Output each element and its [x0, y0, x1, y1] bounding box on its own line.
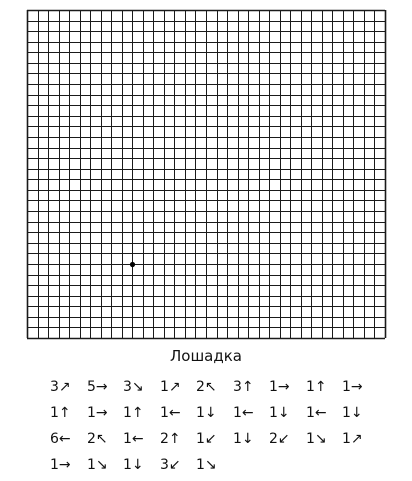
instruction-step [233, 377, 254, 397]
instruction-step [306, 377, 327, 397]
direction-arrow-icon: → [277, 379, 290, 395]
instruction-step [160, 403, 181, 423]
step-count: 1 [160, 405, 169, 421]
instruction-step [50, 429, 71, 449]
step-count: 1 [342, 379, 351, 395]
instruction-step [160, 429, 181, 449]
step-count: 1 [196, 431, 205, 447]
direction-arrow-icon: ↑ [58, 405, 71, 421]
direction-arrow-icon: ↗ [168, 379, 181, 395]
direction-arrow-icon: ↓ [350, 405, 363, 421]
puzzle-title: Лошадка [170, 347, 242, 365]
step-count: 1 [87, 457, 96, 473]
instruction-step [50, 403, 71, 423]
direction-arrow-icon: ↑ [131, 405, 144, 421]
step-count: 1 [123, 431, 132, 447]
step-count: 1 [233, 431, 242, 447]
instruction-step [123, 429, 144, 449]
step-count: 1 [269, 405, 278, 421]
instruction-step [50, 455, 71, 475]
step-count: 6 [50, 431, 59, 447]
instruction-step [196, 377, 217, 397]
instruction-step [87, 429, 108, 449]
drawing-grid [27, 10, 385, 338]
direction-arrow-icon: ↓ [204, 405, 217, 421]
direction-arrow-icon: ← [58, 431, 71, 447]
step-count: 1 [123, 405, 132, 421]
instruction-step [342, 377, 363, 397]
step-count: 2 [87, 431, 96, 447]
step-count: 1 [160, 379, 169, 395]
direction-arrow-icon: ← [241, 405, 254, 421]
instruction-step [160, 377, 181, 397]
direction-arrow-icon: ↓ [277, 405, 290, 421]
direction-arrow-icon: ↓ [241, 431, 254, 447]
instructions-list [50, 377, 410, 481]
direction-arrow-icon: ↙ [168, 457, 181, 473]
start-point-dot [130, 262, 135, 267]
instruction-step [269, 429, 290, 449]
direction-arrow-icon: ↗ [58, 379, 71, 395]
step-count: 3 [50, 379, 59, 395]
step-count: 1 [306, 379, 315, 395]
step-count: 2 [269, 431, 278, 447]
direction-arrow-icon: ↖ [95, 431, 108, 447]
direction-arrow-icon: ↘ [314, 431, 327, 447]
direction-arrow-icon: → [58, 457, 71, 473]
instruction-step [123, 403, 144, 423]
instruction-step [160, 455, 181, 475]
direction-arrow-icon: ← [314, 405, 327, 421]
direction-arrow-icon: ← [168, 405, 181, 421]
step-count: 1 [87, 405, 96, 421]
instruction-step [306, 429, 327, 449]
direction-arrow-icon: ↗ [350, 431, 363, 447]
instruction-step [306, 403, 327, 423]
direction-arrow-icon: → [350, 379, 363, 395]
instruction-step [233, 429, 254, 449]
instruction-row [50, 403, 410, 429]
instruction-step [87, 377, 108, 397]
step-count: 1 [342, 405, 351, 421]
direction-arrow-icon: → [95, 379, 108, 395]
direction-arrow-icon: ↘ [95, 457, 108, 473]
direction-arrow-icon: → [95, 405, 108, 421]
instruction-step [87, 403, 108, 423]
instruction-step [342, 429, 363, 449]
instruction-step [50, 377, 71, 397]
instruction-step [196, 429, 217, 449]
instruction-step [123, 455, 144, 475]
direction-arrow-icon: ↙ [204, 431, 217, 447]
step-count: 1 [50, 405, 59, 421]
step-count: 5 [87, 379, 96, 395]
instruction-step [196, 403, 217, 423]
instruction-row [50, 429, 410, 455]
direction-arrow-icon: ↘ [131, 379, 144, 395]
step-count: 1 [196, 405, 205, 421]
step-count: 1 [306, 431, 315, 447]
direction-arrow-icon: ↓ [131, 457, 144, 473]
step-count: 3 [160, 457, 169, 473]
step-count: 1 [123, 457, 132, 473]
step-count: 1 [269, 379, 278, 395]
instruction-step [87, 455, 108, 475]
direction-arrow-icon: ↑ [314, 379, 327, 395]
instruction-step [233, 403, 254, 423]
step-count: 1 [50, 457, 59, 473]
instruction-row [50, 377, 410, 403]
step-count: 1 [233, 405, 242, 421]
step-count: 2 [196, 379, 205, 395]
step-count: 1 [306, 405, 315, 421]
instruction-step [196, 455, 217, 475]
direction-arrow-icon: ↑ [168, 431, 181, 447]
step-count: 3 [123, 379, 132, 395]
instruction-step [342, 403, 363, 423]
direction-arrow-icon: ← [131, 431, 144, 447]
step-count: 2 [160, 431, 169, 447]
direction-arrow-icon: ↖ [204, 379, 217, 395]
direction-arrow-icon: ↑ [241, 379, 254, 395]
instruction-row [50, 455, 410, 481]
instruction-step [269, 377, 290, 397]
instruction-step [269, 403, 290, 423]
direction-arrow-icon: ↘ [204, 457, 217, 473]
direction-arrow-icon: ↙ [277, 431, 290, 447]
step-count: 3 [233, 379, 242, 395]
step-count: 1 [196, 457, 205, 473]
instruction-step [123, 377, 144, 397]
step-count: 1 [342, 431, 351, 447]
